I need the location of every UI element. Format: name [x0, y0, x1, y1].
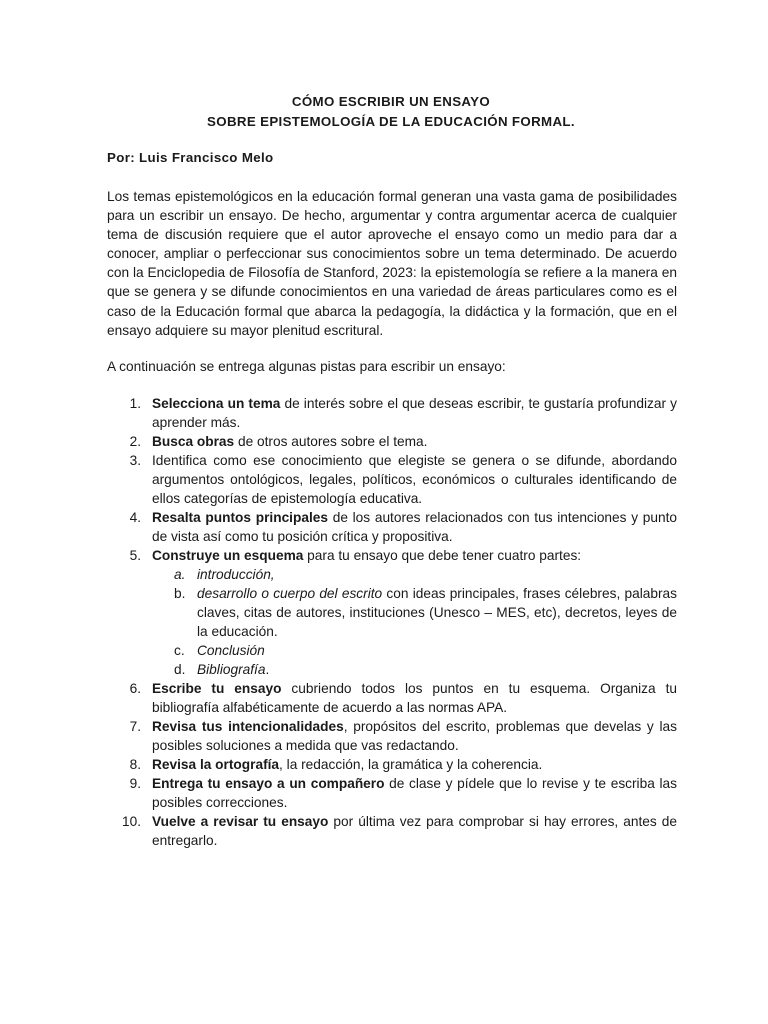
sub-list-keyword: introducción,	[197, 567, 275, 582]
list-item-number: 4.	[129, 510, 141, 525]
list-item-keyword: Busca obras	[152, 434, 235, 449]
sub-list-keyword: desarrollo o cuerpo del escrito	[197, 586, 383, 601]
list-item-text: , la redacción, la gramática y la coherencia.	[279, 757, 543, 772]
list-item	[0, 679, 677, 717]
list-item	[0, 432, 677, 451]
sub-list-item	[152, 641, 677, 660]
sub-list-item	[152, 584, 677, 641]
list-item-text: por última vez para comprobar si hay errores, antes de entregarlo.	[152, 814, 677, 848]
list-item-keyword: Resalta puntos principales	[152, 510, 328, 525]
list-item-text: cubriendo todos los puntos en tu esquema. Organiza tu bibliografía alfabéticamente de acuerdo a las normas APA.	[152, 681, 677, 715]
list-item-text: de otros autores sobre el tema.	[234, 434, 428, 449]
list-lead-in: A continuación se entrega algunas pistas para escribir un ensayo:	[107, 359, 506, 374]
list-item	[0, 755, 677, 774]
sub-list-text: .	[265, 662, 270, 677]
list-item-number: 6.	[129, 681, 141, 696]
list-item-number: 1.	[129, 396, 141, 411]
list-item	[0, 451, 677, 508]
list-item-text: de clase y pídele que lo revise y te escriba las posibles correcciones.	[152, 776, 677, 810]
title-line-2: SOBRE EPISTEMOLOGÍA DE LA EDUCACIÓN FORMAL.	[207, 114, 575, 129]
document-title	[0, 92, 768, 132]
sub-list-text: con ideas principales, frases célebres, palabras claves, citas de autores, instituciones (Unesco – MES, etc), decretos, leyes de la educación.	[197, 586, 678, 639]
list-item	[0, 508, 677, 546]
list-item-text: de los autores relacionados con tus intenciones y punto de vista así como tu posición crítica y propositiva.	[152, 510, 678, 544]
list-item	[0, 774, 677, 812]
list-item-keyword: Entrega tu ensayo a un compañero	[152, 776, 385, 791]
sub-list-letter: c.	[174, 643, 185, 658]
sub-list-item	[152, 565, 677, 584]
list-item-number: 3.	[129, 453, 141, 468]
author-byline: Por: Luis Francisco Melo	[107, 150, 274, 165]
list-item	[0, 546, 677, 679]
list-item	[0, 812, 677, 850]
list-item-keyword: Revisa la ortografía	[152, 757, 280, 772]
list-item-text: Identifica como ese conocimiento que elegiste se genera o se difunde, abordando argumentos ontológicos, legales, políticos, económicos o culturales identificando de ellos categorías de epistemología educativa.	[152, 453, 677, 506]
sub-list-keyword: Conclusión	[197, 643, 265, 658]
list-item-number: 5.	[129, 548, 141, 563]
intro-paragraph: Los temas epistemológicos en la educación formal generan una vasta gama de posibilidades para un escribir un ensayo. De hecho, argumentar y contra argumentar acerca de cualquier tema de discusión requiere que el autor aproveche el ensayo como un medio para dar a conocer, ampliar o perfeccionar sus conocimientos sobre un tema determinado. De acuerdo con la Enciclopedia de Filosofía de Stanford, 2023: la epistemología se refiere a la manera en que se genera y se difunde conocimientos en una variedad de áreas particulares como es el caso de la Educación formal que abarca la pedagogía, la didáctica y la formación, que en el ensayo adquiere su mayor plenitud escritural.	[107, 189, 677, 338]
list-item-number: 2.	[129, 434, 141, 449]
list-item-text: de interés sobre el que deseas escribir, te gustaría profundizar y aprender más.	[152, 396, 677, 430]
list-item-keyword: Selecciona un tema	[152, 396, 281, 411]
list-item-text: , propósitos del escrito, problemas que develas y las posibles soluciones a medida que vas redactando.	[152, 719, 677, 753]
sub-list-letter: b.	[174, 586, 186, 601]
list-item-number: 10.	[121, 814, 141, 829]
title-line-1: CÓMO ESCRIBIR UN ENSAYO	[291, 94, 491, 109]
sub-list-keyword: Bibliografía	[197, 662, 266, 677]
list-item-number: 9.	[129, 776, 141, 791]
steps-list	[0, 394, 768, 850]
list-item-keyword: Vuelve a revisar tu ensayo	[152, 814, 329, 829]
substeps-list	[152, 565, 677, 679]
list-item-number: 8.	[129, 757, 141, 772]
sub-list-item	[152, 660, 677, 679]
list-item-keyword: Construye un esquema	[152, 548, 304, 563]
list-item	[0, 394, 677, 432]
sub-list-letter: d.	[174, 662, 186, 677]
list-item-number: 7.	[129, 719, 141, 734]
list-item	[0, 717, 677, 755]
list-item-keyword: Revisa tus intencionalidades	[152, 719, 344, 734]
list-item-text: para tu ensayo que debe tener cuatro partes:	[303, 548, 582, 563]
list-item-keyword: Escribe tu ensayo	[152, 681, 282, 696]
sub-list-letter: a.	[174, 567, 186, 582]
